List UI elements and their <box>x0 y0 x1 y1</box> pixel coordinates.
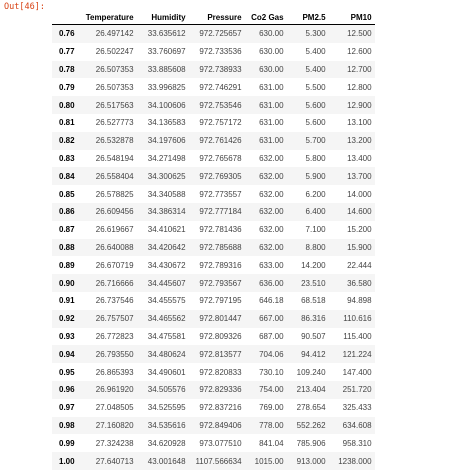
row-index: 0.81 <box>59 118 75 128</box>
cell-pm10: 13.700 <box>347 171 372 181</box>
cell-pm10: 94.898 <box>347 296 372 306</box>
cell-pressure: 972.733536 <box>199 47 242 57</box>
cell-temperature: 27.048505 <box>95 403 134 413</box>
row-index: 0.83 <box>59 153 75 163</box>
cell-pm25: 6.200 <box>305 189 326 199</box>
cell-pm10: 121.224 <box>342 349 372 359</box>
cell-pm25: 6.400 <box>305 207 326 217</box>
cell-co2-gas: 631.00 <box>259 82 284 92</box>
cell-pressure: 972.797195 <box>199 296 242 306</box>
cell-co2-gas: 1015.00 <box>254 456 284 466</box>
table-row <box>52 452 375 470</box>
cell-pm10: 36.580 <box>347 278 372 288</box>
column-header-pm25: PM2.5 <box>287 8 329 25</box>
cell-temperature: 26.527773 <box>95 118 134 128</box>
row-index: 0.96 <box>59 385 75 395</box>
cell-co2-gas: 646.18 <box>259 296 284 306</box>
cell-pressure: 972.829336 <box>199 385 242 395</box>
cell-pm10: 15.200 <box>347 225 372 235</box>
cell-humidity: 34.340588 <box>147 189 186 199</box>
table-row <box>52 363 375 381</box>
cell-pm10: 14.000 <box>347 189 372 199</box>
row-index: 0.93 <box>59 331 75 341</box>
cell-co2-gas: 687.00 <box>259 331 284 341</box>
cell-pm10: 115.400 <box>343 331 372 341</box>
cell-co2-gas: 630.00 <box>259 29 284 39</box>
row-index: 0.98 <box>59 420 75 430</box>
table-row <box>52 114 375 132</box>
cell-temperature: 26.670719 <box>95 260 134 270</box>
table-row <box>52 203 375 221</box>
table-row <box>52 239 375 257</box>
cell-pm10: 325.433 <box>342 403 372 413</box>
cell-pressure: 972.738933 <box>199 64 242 74</box>
cell-pm25: 552.262 <box>296 420 326 430</box>
row-index: 0.91 <box>59 296 75 306</box>
cell-humidity: 33.885608 <box>147 64 186 74</box>
cell-humidity: 34.455575 <box>147 296 186 306</box>
table-row <box>52 274 375 292</box>
table-row <box>52 25 375 43</box>
cell-co2-gas: 632.00 <box>259 153 284 163</box>
row-index: 0.88 <box>59 242 75 252</box>
cell-co2-gas: 841.04 <box>259 438 284 448</box>
row-index: 0.80 <box>59 100 75 110</box>
cell-pressure: 972.777184 <box>199 207 242 217</box>
cell-pm10: 14.600 <box>347 207 372 217</box>
cell-temperature: 26.757507 <box>95 314 134 324</box>
cell-humidity: 33.996825 <box>147 82 186 92</box>
table-row <box>52 292 375 310</box>
cell-co2-gas: 754.00 <box>259 385 284 395</box>
dataframe-table <box>52 8 375 470</box>
row-index: 0.95 <box>59 367 75 377</box>
row-index: 0.90 <box>59 278 75 288</box>
cell-pm25: 5.400 <box>305 64 326 74</box>
cell-pm10: 12.500 <box>347 29 372 39</box>
row-index: 1.00 <box>59 456 75 466</box>
cell-pressure: 973.077510 <box>199 438 242 448</box>
cell-pressure: 972.849406 <box>199 420 242 430</box>
column-header-temperature: Temperature <box>83 8 137 25</box>
row-index: 0.86 <box>59 207 75 217</box>
cell-pressure: 972.761426 <box>199 136 242 146</box>
cell-pm25: 5.700 <box>305 136 326 146</box>
cell-humidity: 34.535616 <box>147 420 186 430</box>
table-row <box>52 434 375 452</box>
cell-pm10: 15.900 <box>347 242 372 252</box>
cell-co2-gas: 631.00 <box>259 136 284 146</box>
cell-pressure: 972.773557 <box>199 189 242 199</box>
cell-pm10: 13.100 <box>347 118 372 128</box>
row-index: 0.87 <box>59 225 75 235</box>
row-index: 0.97 <box>59 403 75 413</box>
cell-pm25: 5.400 <box>305 47 326 57</box>
cell-pm25: 68.518 <box>301 296 326 306</box>
cell-humidity: 34.197606 <box>147 136 186 146</box>
row-index: 0.85 <box>59 189 75 199</box>
cell-temperature: 26.497142 <box>95 29 134 39</box>
cell-humidity: 34.490601 <box>147 367 186 377</box>
row-index: 0.94 <box>59 349 75 359</box>
cell-pressure: 972.769305 <box>199 171 242 181</box>
row-index: 0.92 <box>59 314 75 324</box>
column-header-co2-gas: Co2 Gas <box>245 8 287 25</box>
row-index: 0.78 <box>59 64 75 74</box>
table-row <box>52 417 375 435</box>
cell-pm25: 23.510 <box>301 278 326 288</box>
table-row <box>52 381 375 399</box>
cell-pm25: 278.654 <box>296 403 326 413</box>
table-row <box>52 328 375 346</box>
cell-co2-gas: 704.06 <box>259 349 284 359</box>
cell-humidity: 34.100606 <box>147 100 186 110</box>
cell-co2-gas: 769.00 <box>259 403 284 413</box>
cell-temperature: 26.793550 <box>95 349 134 359</box>
cell-temperature: 26.517563 <box>95 100 134 110</box>
cell-pressure: 972.765678 <box>199 153 242 163</box>
cell-humidity: 43.001648 <box>147 456 186 466</box>
cell-pressure: 1107.566634 <box>195 456 242 466</box>
cell-temperature: 26.532878 <box>95 136 134 146</box>
row-index: 0.84 <box>59 171 75 181</box>
row-index: 0.99 <box>59 438 75 448</box>
cell-co2-gas: 730.10 <box>259 367 284 377</box>
cell-co2-gas: 630.00 <box>259 64 284 74</box>
cell-pm10: 13.400 <box>347 153 372 163</box>
cell-co2-gas: 667.00 <box>259 314 284 324</box>
row-index: 0.77 <box>59 47 75 57</box>
cell-pressure: 972.793567 <box>199 278 242 288</box>
cell-humidity: 34.465562 <box>147 314 186 324</box>
cell-temperature: 27.640713 <box>95 456 134 466</box>
cell-temperature: 26.716666 <box>95 278 134 288</box>
table-row <box>52 96 375 114</box>
cell-pm10: 147.400 <box>342 367 372 377</box>
cell-pressure: 972.725657 <box>199 29 242 39</box>
cell-co2-gas: 632.00 <box>259 189 284 199</box>
cell-pm10: 634.608 <box>342 420 372 430</box>
table-row <box>52 345 375 363</box>
table-row <box>52 132 375 150</box>
cell-temperature: 26.507353 <box>95 64 134 74</box>
cell-pm25: 785.906 <box>296 438 326 448</box>
row-index: 0.89 <box>59 260 75 270</box>
cell-co2-gas: 778.00 <box>259 420 284 430</box>
cell-pressure: 972.789316 <box>199 260 242 270</box>
cell-pressure: 972.837216 <box>199 403 242 413</box>
cell-humidity: 34.620928 <box>147 438 186 448</box>
cell-humidity: 33.760697 <box>147 47 186 57</box>
table-row <box>52 310 375 328</box>
cell-pm25: 14.200 <box>301 260 326 270</box>
table-row <box>52 256 375 274</box>
cell-pressure: 972.809326 <box>199 331 242 341</box>
cell-pm25: 90.507 <box>301 331 326 341</box>
cell-humidity: 33.635612 <box>147 29 186 39</box>
cell-pm25: 8.800 <box>305 242 326 252</box>
cell-pm10: 12.900 <box>347 100 372 110</box>
cell-pm25: 913.000 <box>296 456 326 466</box>
cell-co2-gas: 632.00 <box>259 242 284 252</box>
cell-pm10: 12.600 <box>347 47 372 57</box>
cell-co2-gas: 632.00 <box>259 225 284 235</box>
cell-pm25: 5.600 <box>305 118 326 128</box>
cell-humidity: 34.271498 <box>147 153 186 163</box>
cell-humidity: 34.420642 <box>147 242 186 252</box>
cell-pm10: 251.720 <box>342 385 372 395</box>
cell-pm25: 5.500 <box>305 82 326 92</box>
table-row <box>52 399 375 417</box>
cell-temperature: 26.507353 <box>95 82 134 92</box>
column-header-pressure: Pressure <box>189 8 245 25</box>
cell-pressure: 972.753546 <box>199 100 242 110</box>
cell-pm25: 109.240 <box>296 367 326 377</box>
cell-pm10: 13.200 <box>347 136 372 146</box>
header-row <box>52 8 375 25</box>
cell-co2-gas: 630.00 <box>259 47 284 57</box>
cell-co2-gas: 632.00 <box>259 207 284 217</box>
cell-temperature: 26.548194 <box>95 153 134 163</box>
cell-humidity: 34.300625 <box>147 171 186 181</box>
cell-pm10: 110.616 <box>343 314 372 324</box>
cell-temperature: 26.578825 <box>95 189 134 199</box>
cell-humidity: 34.480624 <box>147 349 186 359</box>
cell-pressure: 972.746291 <box>199 82 242 92</box>
cell-temperature: 26.502247 <box>95 47 134 57</box>
cell-pm25: 5.300 <box>305 29 326 39</box>
cell-temperature: 26.609456 <box>95 207 134 217</box>
cell-co2-gas: 631.00 <box>259 100 284 110</box>
cell-temperature: 26.640088 <box>95 242 134 252</box>
cell-pm25: 5.800 <box>305 153 326 163</box>
cell-pm25: 5.900 <box>305 171 326 181</box>
cell-temperature: 27.324238 <box>95 438 134 448</box>
table-row <box>52 167 375 185</box>
cell-humidity: 34.386314 <box>147 207 186 217</box>
table-row <box>52 150 375 168</box>
cell-pm25: 86.316 <box>301 314 326 324</box>
cell-pm25: 7.100 <box>305 225 326 235</box>
cell-pm10: 12.700 <box>347 64 372 74</box>
row-index: 0.79 <box>59 82 75 92</box>
cell-pm10: 958.310 <box>342 438 372 448</box>
cell-pm10: 1238.000 <box>338 456 372 466</box>
cell-co2-gas: 633.00 <box>259 260 284 270</box>
cell-humidity: 34.410621 <box>147 225 186 235</box>
cell-pm25: 213.404 <box>296 385 326 395</box>
cell-pressure: 972.820833 <box>199 367 242 377</box>
cell-pm10: 22.444 <box>347 260 372 270</box>
dataframe-output <box>52 8 375 470</box>
table-row <box>52 221 375 239</box>
table-row <box>52 185 375 203</box>
cell-temperature: 26.737546 <box>95 296 134 306</box>
cell-pressure: 972.801447 <box>199 314 242 324</box>
table-body <box>52 25 375 470</box>
column-header-humidity: Humidity <box>137 8 189 25</box>
cell-temperature: 26.619667 <box>95 225 134 235</box>
cell-pressure: 972.813577 <box>199 349 242 359</box>
cell-pm25: 5.600 <box>305 100 326 110</box>
cell-humidity: 34.525595 <box>147 403 186 413</box>
cell-humidity: 34.475581 <box>147 331 186 341</box>
cell-pressure: 972.785688 <box>199 242 242 252</box>
cell-humidity: 34.505576 <box>147 385 186 395</box>
row-index: 0.76 <box>59 29 75 39</box>
table-row <box>52 61 375 79</box>
cell-temperature: 26.558404 <box>95 171 134 181</box>
column-header-pm10: PM10 <box>329 8 375 25</box>
cell-pm10: 12.800 <box>347 82 372 92</box>
cell-humidity: 34.445607 <box>147 278 186 288</box>
table-row <box>52 78 375 96</box>
row-index: 0.82 <box>59 136 75 146</box>
cell-pm25: 94.412 <box>301 349 326 359</box>
index-header <box>52 8 83 25</box>
cell-temperature: 26.865393 <box>95 367 134 377</box>
cell-pressure: 972.757172 <box>199 118 242 128</box>
cell-humidity: 34.430672 <box>147 260 186 270</box>
cell-temperature: 26.772823 <box>95 331 134 341</box>
cell-temperature: 26.961920 <box>95 385 134 395</box>
cell-temperature: 27.160820 <box>95 420 134 430</box>
cell-co2-gas: 632.00 <box>259 171 284 181</box>
cell-co2-gas: 636.00 <box>259 278 284 288</box>
cell-humidity: 34.136583 <box>147 118 186 128</box>
output-prompt: Out[46]: <box>4 2 45 12</box>
cell-pressure: 972.781436 <box>199 225 242 235</box>
cell-co2-gas: 631.00 <box>259 118 284 128</box>
table-row <box>52 43 375 61</box>
